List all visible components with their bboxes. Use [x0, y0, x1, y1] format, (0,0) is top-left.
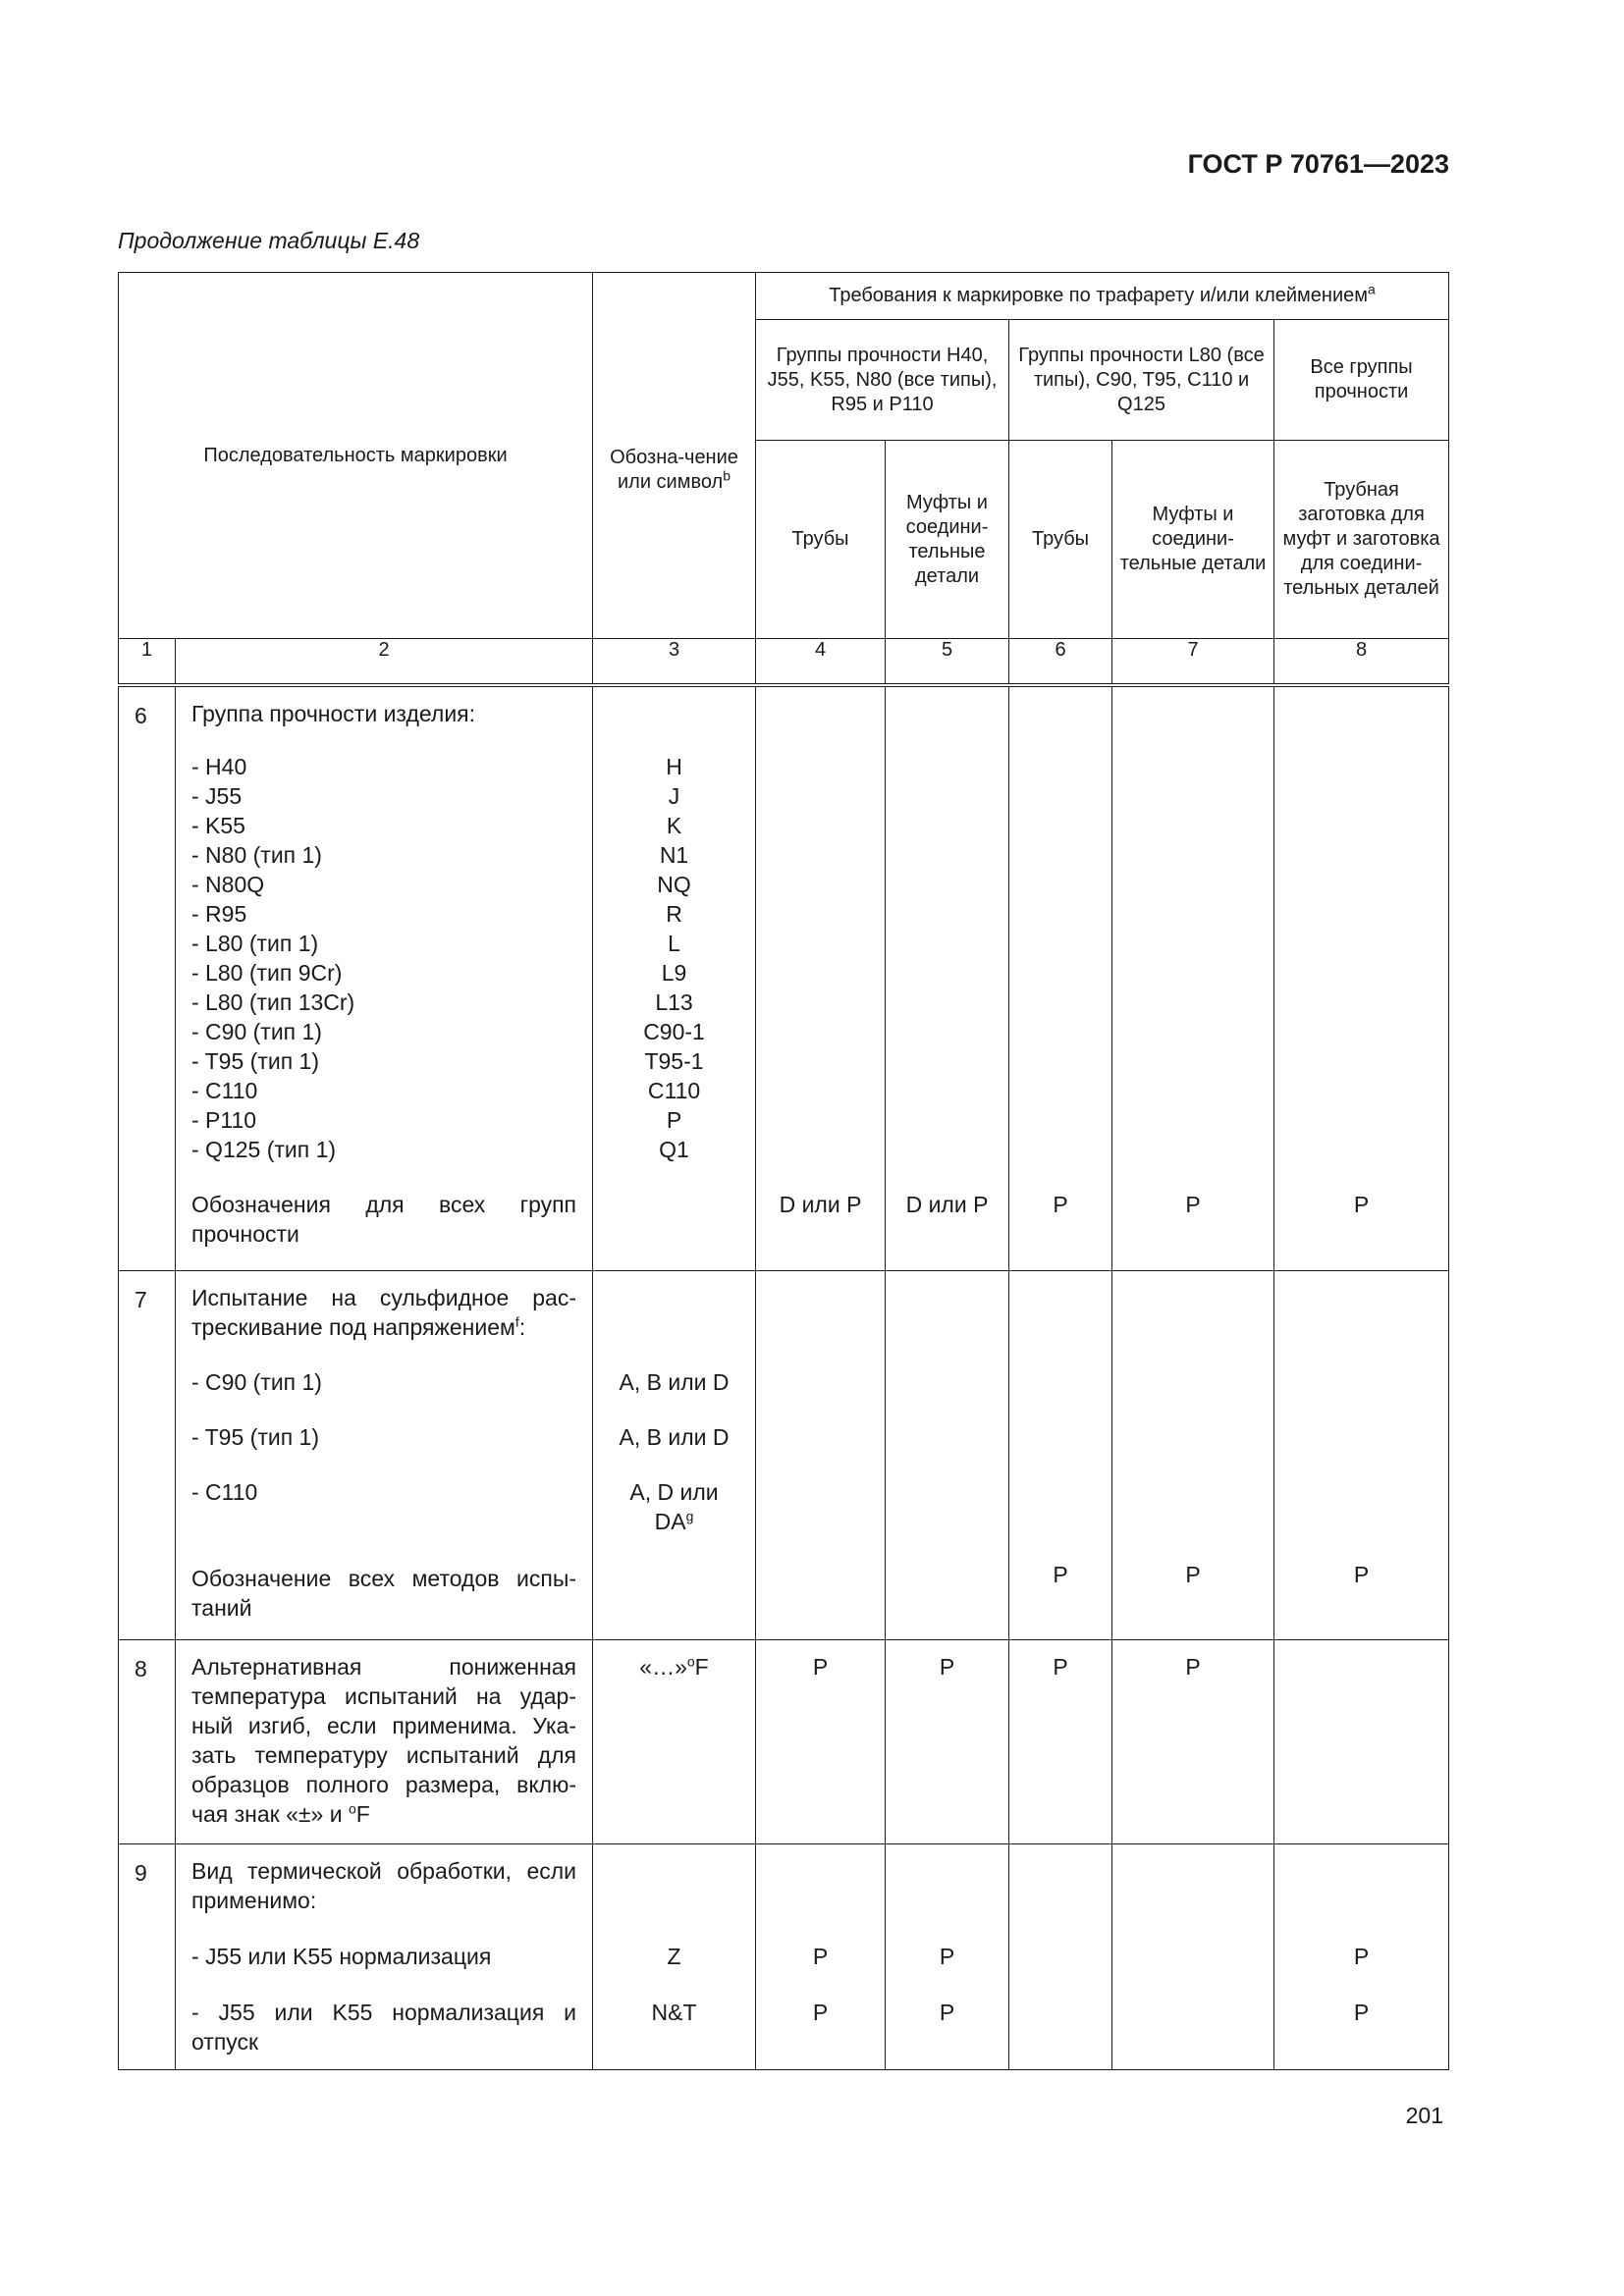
- header-symbol-text: Обозна-чение или символ: [610, 447, 738, 493]
- header-pipes-a: Трубы: [756, 441, 886, 639]
- row8-text-unit: F: [355, 1801, 370, 1827]
- row6-item-symbol: Q1: [659, 1136, 689, 1162]
- row7-description: [176, 1271, 593, 1640]
- row9-item-label: - J55 или K55 нормализация: [191, 1944, 492, 1969]
- row6-item-symbol: L13: [655, 988, 693, 1015]
- row7-item-symbol-text: A, D или DA: [629, 1479, 719, 1534]
- row6-item-symbol: C90-1: [643, 1018, 705, 1044]
- row6-item-symbol: C110: [647, 1077, 701, 1103]
- row8-value: P: [886, 1640, 1009, 1844]
- row6-item-symbol: R: [666, 900, 682, 927]
- row7-col5: [886, 1271, 1009, 1640]
- header-stock: Трубная заготовка для муфт и заготовка для соедини-тельных деталей: [1274, 441, 1449, 639]
- row6-item-label: - C90 (тип 1): [191, 1018, 322, 1044]
- row6-item-symbol: NQ: [657, 871, 691, 897]
- row7-title-sup: f: [514, 1313, 519, 1330]
- row9-col4: [756, 1844, 886, 2070]
- column-number: 8: [1274, 639, 1449, 685]
- row6-item-label: - L80 (тип 9Cr): [191, 959, 343, 986]
- row-number: 8: [119, 1640, 176, 1844]
- table-row: [119, 685, 1449, 1271]
- row6-item-label: - L80 (тип 13Cr): [191, 988, 355, 1015]
- row6-title: Группа прочности изделия:: [191, 700, 476, 726]
- row8-text-body: Альтернативная пониженная температура испытаний на удар-ный изгиб, если применима. Ука-зать температуру испытаний для образцов полного размера, вклю-чая знак «±» и: [191, 1654, 577, 1827]
- column-number: 7: [1112, 639, 1274, 685]
- row-number: 9: [119, 1844, 176, 2070]
- row7-summary-value: P: [1053, 1562, 1068, 1587]
- row7-item-label: - T95 (тип 1): [191, 1424, 319, 1450]
- page-number: 201: [1405, 2103, 1443, 2128]
- row6-col8: [1274, 685, 1449, 1271]
- row8-description: [176, 1640, 593, 1844]
- row8-value: P: [1009, 1640, 1112, 1844]
- column-number: 2: [176, 639, 593, 685]
- row6-col7: [1112, 685, 1274, 1271]
- header-group-a: Группы прочности H40, J55, K55, N80 (все типы), R95 и P110: [756, 320, 1009, 441]
- row7-col4: [756, 1271, 886, 1640]
- row6-item-symbol: H: [666, 753, 682, 779]
- row8-symbol: [593, 1640, 756, 1844]
- column-number: 4: [756, 639, 886, 685]
- row6-item-symbol: J: [668, 782, 680, 809]
- row6-item-symbol: L9: [661, 959, 687, 986]
- row9-description: [176, 1844, 593, 2070]
- column-number: 5: [886, 639, 1009, 685]
- document-code: ГОСТ Р 70761—2023: [1187, 149, 1449, 179]
- row6-summary-label: Обозначения для всех групп прочности: [191, 1191, 577, 1247]
- row7-title: [191, 1283, 576, 1342]
- row8-symbol-unit: F: [694, 1654, 709, 1680]
- row6-item-symbol: L: [668, 930, 680, 956]
- row6-symbols: [593, 685, 756, 1271]
- row6-summary-value: P: [1185, 1191, 1201, 1217]
- header-requirements-text: Требования к маркировке по трафарету и/или клеймением: [829, 285, 1369, 306]
- row8-value: [1274, 1640, 1449, 1844]
- row6-summary-value: P: [1053, 1191, 1068, 1217]
- header-couplings-a: Муфты и соедини-тельные детали: [886, 441, 1009, 639]
- row7-col7: [1112, 1271, 1274, 1640]
- row6-item-symbol: N1: [659, 841, 689, 868]
- header-symbol: [593, 273, 756, 639]
- header-pipes-b: Трубы: [1009, 441, 1112, 639]
- row6-item-label: - N80Q: [191, 871, 265, 897]
- row9-value: P: [812, 1944, 829, 1969]
- row-number: 6: [119, 685, 176, 1271]
- row6-item-symbol: P: [666, 1106, 682, 1133]
- row7-col8: [1274, 1271, 1449, 1640]
- row7-title-end: :: [518, 1314, 526, 1340]
- row7-summary-value: P: [1185, 1562, 1201, 1587]
- row8-symbol-text: «…»: [639, 1654, 687, 1680]
- header-group-b: Группы прочности L80 (все типы), C90, T95, C110 и Q125: [1009, 320, 1274, 441]
- row6-item-label: - P110: [191, 1106, 257, 1133]
- row8-symbol-degree: o: [686, 1653, 695, 1670]
- row6-item-label: - T95 (тип 1): [191, 1047, 319, 1074]
- row6-item-label: - K55: [191, 812, 245, 838]
- table-caption: Продолжение таблицы Е.48: [118, 228, 420, 253]
- row6-col5: [886, 685, 1009, 1271]
- row9-value: P: [1353, 2000, 1370, 2025]
- row9-value: P: [812, 2000, 829, 2025]
- row6-item-symbol: T95-1: [644, 1047, 704, 1074]
- row8-value: P: [1112, 1640, 1274, 1844]
- row6-item-label: - J55: [191, 782, 243, 809]
- header-group-c: Все группы прочности: [1274, 320, 1449, 441]
- row6-item-label: - L80 (тип 1): [191, 930, 319, 956]
- row6-description: [176, 685, 593, 1271]
- row7-item-symbol-sup: g: [685, 1508, 694, 1524]
- row8-value: P: [756, 1640, 886, 1844]
- row6-item-label: - C110: [191, 1077, 258, 1103]
- header-couplings-b: Муфты и соедини-тельные детали: [1112, 441, 1274, 639]
- row7-item-symbol: A, B или D: [619, 1424, 730, 1450]
- table-row: [119, 1271, 1449, 1640]
- row6-summary-value: D или P: [905, 1191, 989, 1217]
- row9-value: P: [1353, 1944, 1370, 1969]
- row6-item-label: - Q125 (тип 1): [191, 1136, 337, 1162]
- row6-col6: [1009, 685, 1112, 1271]
- row6-item-label: - R95: [191, 900, 247, 927]
- row7-title-text: Испытание на сульфидное рас-трескивание под напряжением: [191, 1285, 577, 1340]
- row9-item-symbol: Z: [667, 1944, 681, 1969]
- row7-summary-label: Обозначение всех методов испы-таний: [191, 1566, 577, 1621]
- row9-value: P: [939, 2000, 955, 2025]
- row9-col5: [886, 1844, 1009, 2070]
- row6-col4: [756, 685, 886, 1271]
- row7-symbols: [593, 1271, 756, 1640]
- row6-summary-value: P: [1353, 1191, 1370, 1217]
- row7-item-symbol: A, B или D: [619, 1369, 730, 1395]
- row9-col7: [1112, 1844, 1274, 2070]
- header-sequence: Последовательность маркировки: [119, 273, 593, 639]
- row9-item-label: - J55 или K55 нормализация и отпуск: [191, 2000, 577, 2055]
- column-number: 6: [1009, 639, 1112, 685]
- column-number: 1: [119, 639, 176, 685]
- row6-summary-value: D или P: [779, 1191, 862, 1217]
- marking-table: [118, 272, 1449, 2070]
- row-number: 7: [119, 1271, 176, 1640]
- header-symbol-sup: b: [723, 467, 731, 484]
- row9-title: Вид термической обработки, если применимо:: [191, 1858, 577, 1913]
- row9-col8: [1274, 1844, 1449, 2070]
- header-requirements: [756, 273, 1449, 320]
- row6-item-label: - N80 (тип 1): [191, 841, 322, 868]
- row6-item-symbol: K: [666, 812, 682, 838]
- row7-item-symbol: [609, 1477, 739, 1536]
- header-requirements-sup: a: [1368, 281, 1376, 297]
- row7-col6: [1009, 1271, 1112, 1640]
- row9-value: P: [939, 1944, 955, 1969]
- row6-item-label: - H40: [191, 753, 247, 779]
- table-row: [119, 1844, 1449, 2070]
- table-row: [119, 1640, 1449, 1844]
- row7-item-label: - C110: [191, 1479, 258, 1505]
- row7-item-label: - C90 (тип 1): [191, 1369, 322, 1395]
- row8-text: [191, 1652, 576, 1829]
- row7-summary-value: P: [1353, 1562, 1370, 1587]
- row9-symbols: [593, 1844, 756, 2070]
- row9-col6: [1009, 1844, 1112, 2070]
- row9-item-symbol: N&T: [651, 2000, 697, 2025]
- column-number: 3: [593, 639, 756, 685]
- row8-text-degree: o: [348, 1800, 356, 1817]
